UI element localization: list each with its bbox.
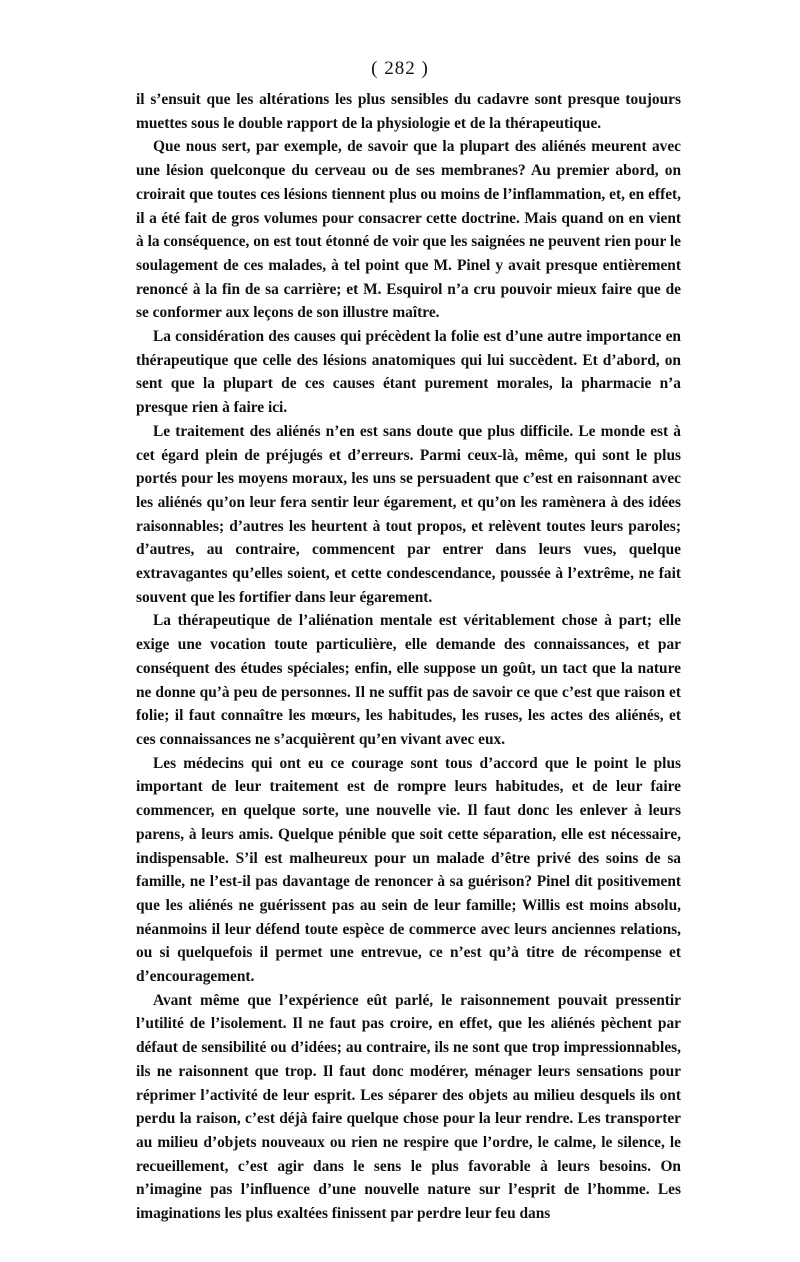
paragraph-continuation: il s’ensuit que les altérations les plus sensibles du cadavre sont presque toujours muettes sous le double rapport de la physiologie et de la thérapeutique. <box>136 91 681 132</box>
paragraph-therapeutique: La thérapeutique de l’aliénation mentale est véritablement chose à part; elle exige une vocation toute particulière, elle demande des connaissances, et par conséquent des études spéciales; enfin, elle suppose un goût, un tact que la nature ne donne qu’à peu de personnes. Il ne suffit pas de savoir ce que c’est que raison et folie; il faut connaître les mœurs, les habitudes, les ruses, les actes des aliénés, et ces connaissances ne s’acquièrent qu’en vivant avec eux. <box>136 612 681 748</box>
body-text <box>136 88 681 1226</box>
paragraph-medecins: Les médecins qui ont eu ce courage sont tous d’accord que le point le plus important de leur traitement est de rompre leurs habitudes, et de leur faire commencer, en quelque sorte, une nouvelle vie. Il faut donc les enlever à leurs parens, à leurs amis. Quelque pénible que soit cette séparation, elle est nécessaire, indispensable. S’il est malheureux pour un malade d’être privé des soins de sa famille, ne l’est-il pas davantage de renoncer à sa guérison? Pinel dit positivement que les aliénés ne guérissent pas au sein de leur famille; Willis est moins absolu, néanmoins il leur défend toute espèce de commerce avec leurs anciennes relations, ou si quelquefois il permet une entrevue, ce n’est qu’à titre de récompense et d’encouragement. <box>136 754 681 986</box>
paragraph-traitement: Le traitement des aliénés n’en est sans doute que plus difficile. Le monde est à cet égard plein de préjugés et d’erreurs. Parmi ceux-là, même, qui sont le plus portés pour les moyens moraux, les uns se persuadent que c’est en raisonnant avec les aliénés qu’on leur fera sentir leur égarement, et qu’on les ramènera à des idées raisonnables; d’autres les heurtent à tout propos, et relèvent toutes leurs paroles; d’autres, au contraire, commencent par entrer dans leurs vues, quelque extravagantes qu’elles soient, et cette condescendance, poussée à l’extrême, ne fait souvent que les fortifier dans leur égarement. <box>136 422 681 606</box>
page-number: ( 282 ) <box>371 58 429 79</box>
paragraph-lesions: Que nous sert, par exemple, de savoir que la plupart des aliénés meurent avec une lésion quelconque du cerveau ou de ses membranes? Au premier abord, on croirait que toutes ces lésions tiennent plus ou moins de l’inflammation, et, en effet, il a été fait de gros volumes pour consacrer cette doctrine. Mais quand on en vient à la conséquence, on est tout étonné de voir que les saignées ne peuvent rien pour le soulagement de ces malades, à tel point que M. Pinel y avait presque entièrement renoncé à la fin de sa carrière; et M. Esquirol n’a cru pouvoir mieux faire que de se conformer aux leçons de son illustre maître. <box>136 138 681 322</box>
paragraph-isolement: Avant même que l’expérience eût parlé, le raisonnement pouvait pressentir l’utilité de l’isolement. Il ne faut pas croire, en effet, que les aliénés pèchent par défaut de sensibilité ou d’idées; au contraire, ils ne sont que trop impressionnables, ils ne raisonnent que trop. Il faut donc modérer, ménager leurs sensations pour réprimer l’activité de leur esprit. Les séparer des objets au milieu desquels ils ont perdu la raison, c’est déjà faire quelque chose pour la leur rendre. Les transporter au milieu d’objets nouveaux ou rien ne respire que l’ordre, le calme, le silence, le recueillement, c’est agir dans le sens le plus favorable à leurs besoins. On n’imagine pas l’influence d’une nouvelle nature sur l’esprit de l’homme. Les imaginations les plus exaltées finissent par perdre leur feu dans <box>136 991 681 1223</box>
paragraph-causes: La considération des causes qui précèdent la folie est d’une autre importance en thérapeutique que celle des lésions anatomiques qui lui succèdent. Et d’abord, on sent que la plupart de ces causes étant purement morales, la pharmacie n’a presque rien à faire ici. <box>136 328 681 417</box>
